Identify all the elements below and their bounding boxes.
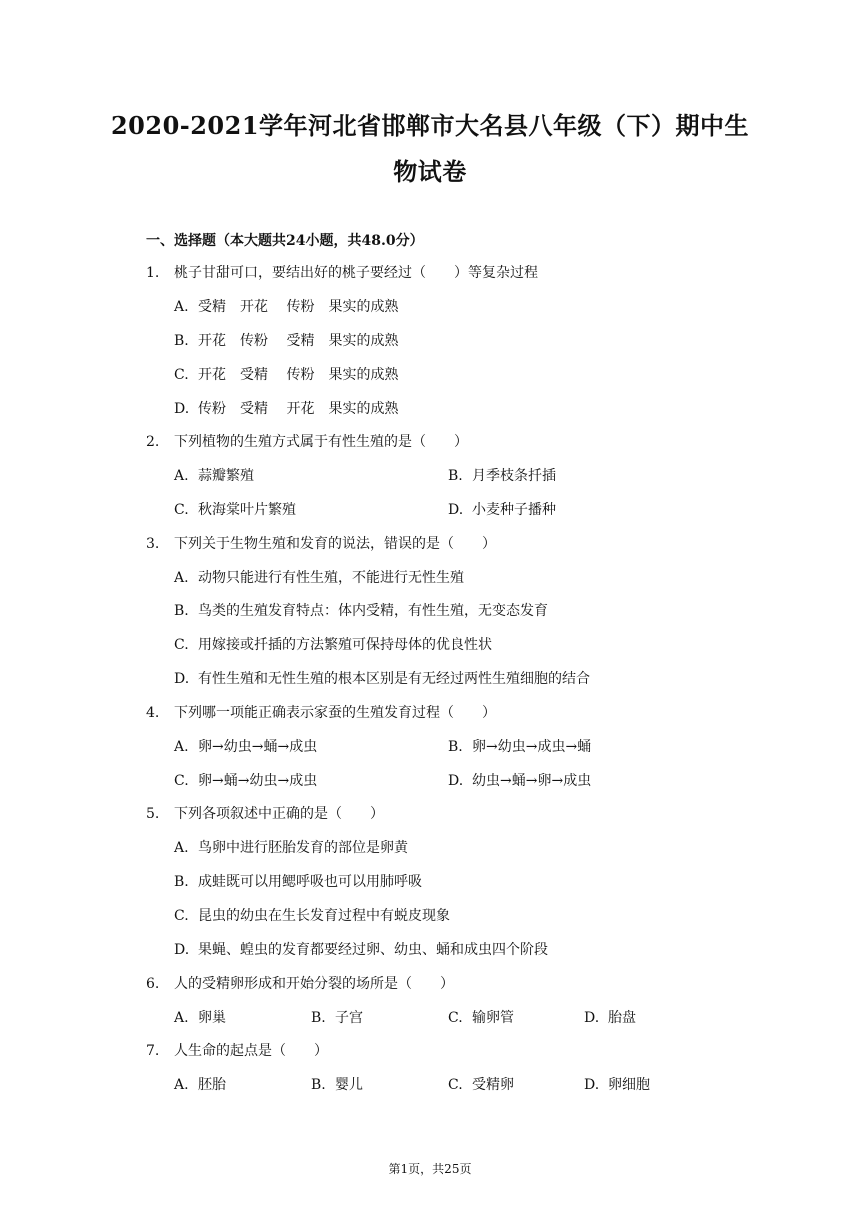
q3-option-b: B. 鸟类的生殖发育特点：体内受精，有性生殖，无变态发育 (174, 603, 548, 619)
question-number: 6. (146, 976, 160, 992)
q2-option-d: D. 小麦种子播种 (448, 502, 556, 518)
question-text: 下列植物的生殖方式属于有性生殖的是（ ） (174, 434, 468, 450)
q4-option-a: A. 卵→幼虫→蛹→成虫 (174, 739, 318, 755)
question-text: 桃子甘甜可口，要结出好的桃子要经过（ ）等复杂过程 (174, 265, 538, 281)
page-footer: 第1页，共25页 (388, 1162, 472, 1176)
section-heading: 一、选择题（本大题共24小题，共48.0分） (146, 233, 424, 249)
q3-option-c: C. 用嫁接或扦插的方法繁殖可保持母体的优良性状 (174, 637, 492, 653)
q7-option-a: A. 胚胎 (174, 1077, 226, 1093)
question-text: 人的受精卵形成和开始分裂的场所是（ ） (174, 976, 454, 992)
q7-option-d: D. 卵细胞 (584, 1077, 650, 1093)
question-2 (146, 432, 468, 452)
q6-option-c: C. 输卵管 (448, 1010, 514, 1026)
question-text: 下列哪一项能正确表示家蚕的生殖发育过程（ ） (174, 705, 496, 721)
q4-option-c: C. 卵→蛹→幼虫→成虫 (174, 773, 318, 789)
question-1 (146, 263, 538, 283)
question-text: 下列关于生物生殖和发育的说法，错误的是（ ） (174, 536, 496, 552)
q6-option-d: D. 胎盘 (584, 1010, 636, 1026)
question-number: 3. (146, 536, 160, 552)
q2-option-a: A. 蒜瓣繁殖 (174, 468, 254, 484)
q1-option-c: C. 开花 受精 传粉 果实的成熟 (174, 367, 399, 383)
q6-option-a: A. 卵巢 (174, 1010, 226, 1026)
question-3 (146, 534, 496, 554)
question-5 (146, 804, 384, 824)
q7-option-c: C. 受精卵 (448, 1077, 514, 1093)
question-4 (146, 703, 496, 723)
q1-option-d: D. 传粉 受精 开花 果实的成熟 (174, 401, 399, 417)
q5-option-d: D. 果蝇、蝗虫的发育都要经过卵、幼虫、蛹和成虫四个阶段 (174, 942, 548, 958)
q3-option-a: A. 动物只能进行有性生殖，不能进行无性生殖 (174, 570, 464, 586)
q1-option-b: B. 开花 传粉 受精 果实的成熟 (174, 333, 399, 349)
q5-option-c: C. 昆虫的幼虫在生长发育过程中有蜕皮现象 (174, 908, 450, 924)
q4-option-b: B. 卵→幼虫→成虫→蛹 (448, 739, 592, 755)
question-6 (146, 974, 454, 994)
q5-option-a: A. 鸟卵中进行胚胎发育的部位是卵黄 (174, 840, 408, 856)
question-7 (146, 1041, 328, 1061)
document-title-line-1: 2020-2021学年河北省邯郸市大名县八年级（下）期中生 (110, 111, 750, 140)
question-text: 下列各项叙述中正确的是（ ） (174, 806, 384, 822)
q2-option-c: C. 秋海棠叶片繁殖 (174, 502, 296, 518)
q2-option-b: B. 月季枝条扦插 (448, 468, 556, 484)
q6-option-b: B. 子宫 (311, 1010, 363, 1026)
q7-option-b: B. 婴儿 (311, 1077, 363, 1093)
question-text: 人生命的起点是（ ） (174, 1043, 328, 1059)
q4-option-d: D. 幼虫→蛹→卵→成虫 (448, 773, 592, 789)
q1-option-a: A. 受精 开花 传粉 果实的成熟 (174, 299, 399, 315)
document-title-line-2: 物试卷 (393, 157, 467, 186)
question-number: 1. (146, 265, 160, 281)
question-number: 2. (146, 434, 160, 450)
q3-option-d: D. 有性生殖和无性生殖的根本区别是有无经过两性生殖细胞的结合 (174, 671, 590, 687)
question-number: 7. (146, 1043, 160, 1059)
q5-option-b: B. 成蛙既可以用鳃呼吸也可以用肺呼吸 (174, 874, 422, 890)
question-number: 4. (146, 705, 160, 721)
question-number: 5. (146, 806, 160, 822)
